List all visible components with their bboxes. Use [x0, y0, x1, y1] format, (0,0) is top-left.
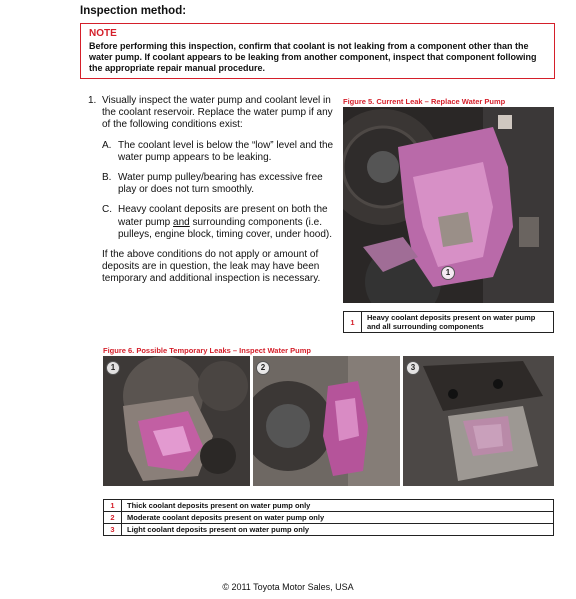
figure6-photo-3-graphic: [403, 356, 554, 486]
figure6-photo-1: [103, 356, 250, 486]
legend-row: [104, 500, 554, 512]
condition-text-underlined: and: [173, 216, 190, 228]
figure6-photo-3: [403, 356, 554, 486]
note-text: Before performing this inspection, confirm that coolant is not leaking from a component other than the water pump. If coolant appears to be leaking from another component, inspect that component following the appropriate repair manual procedure.: [89, 41, 537, 73]
condition-b: [102, 172, 336, 196]
legend-number: 2: [104, 512, 122, 524]
figure6-caption: Figure 6. Possible Temporary Leaks – Inspect Water Pump: [103, 346, 311, 355]
legend-text: Thick coolant deposits present on water pump only: [122, 500, 554, 512]
figure5-callout: 1: [441, 266, 455, 280]
step-1: [88, 95, 336, 132]
figure6-callout-1: 1: [106, 361, 120, 375]
legend-number: 3: [104, 524, 122, 536]
legend-text: Heavy coolant deposits present on water pump and all surrounding components: [362, 312, 554, 333]
copyright-footer: © 2011 Toyota Motor Sales, USA: [222, 582, 354, 592]
legend-row: [104, 524, 554, 536]
condition-a: [102, 140, 336, 164]
legend-row: [344, 312, 554, 333]
legend-text: Moderate coolant deposits present on water pump only: [122, 512, 554, 524]
note-box: [80, 23, 555, 79]
condition-letter: C.: [102, 204, 112, 216]
condition-text: [118, 204, 336, 241]
figure6-photo-1-graphic: [103, 356, 250, 486]
condition-list: [102, 140, 336, 241]
figure6-photo-2: [253, 356, 400, 486]
step-conclusion: If the above conditions do not apply or amount of deposits are in question, the leak may have been temporary and additional inspection is necessary.: [102, 249, 321, 285]
section-heading: Inspection method:: [80, 5, 187, 17]
figure5-caption: Figure 5. Current Leak – Replace Water Pump: [343, 97, 506, 106]
condition-text: Water pump pulley/bearing has excessive free play or does not turn smoothly.: [118, 172, 323, 196]
condition-c: [102, 204, 336, 241]
legend-number: 1: [104, 500, 122, 512]
figure6-legend: [103, 499, 554, 536]
legend-text: Light coolant deposits present on water pump only: [122, 524, 554, 536]
legend-row: [104, 512, 554, 524]
condition-letter: A.: [102, 139, 112, 151]
figure6-callout-2: 2: [256, 361, 270, 375]
condition-letter: B.: [102, 172, 112, 184]
condition-text: The coolant level is below the “low” level and the water pump appears to be leaking.: [118, 139, 334, 163]
step-text: Visually inspect the water pump and coolant level in the coolant reservoir. Replace the water pump if any of the following conditions exist:: [102, 95, 333, 131]
step-number: 1.: [88, 95, 97, 106]
note-title: NOTE: [89, 28, 117, 39]
legend-number: 1: [344, 312, 362, 333]
condition-text-part: surrounding components (i.e. pulleys, engine block, timing cover, under hood).: [118, 216, 333, 240]
figure5-legend: [343, 311, 554, 333]
condition-text-part: Heavy coolant deposits are present on both the water pump: [118, 204, 328, 228]
inspection-step: [88, 95, 336, 286]
figure6-callout-3: 3: [406, 361, 420, 375]
figure6-photo-2-graphic: [253, 356, 400, 486]
